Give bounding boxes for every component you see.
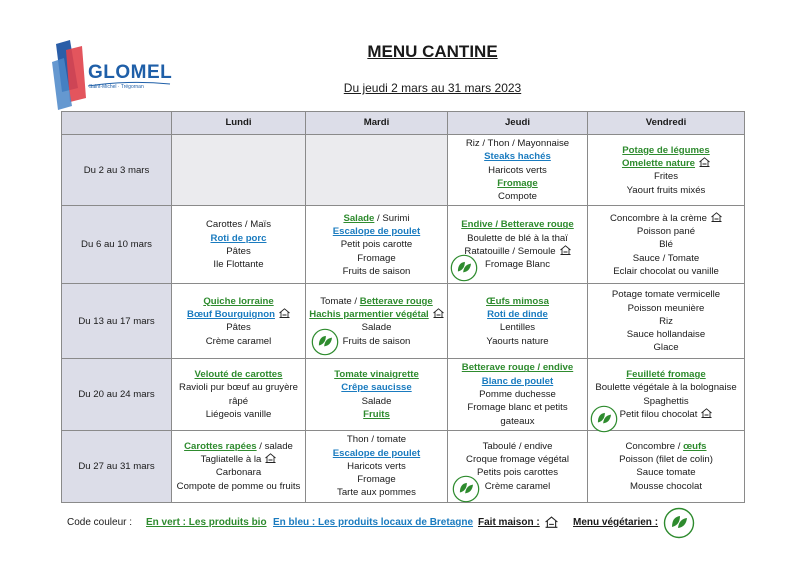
menu-item: Compote (498, 191, 537, 203)
menu-item: Carottes rapées / salade (184, 440, 293, 452)
menu-item: Petits pois carottes (476, 467, 559, 479)
legend-code-label: Code couleur : (67, 517, 133, 528)
menu-item: Petit pois carotte (340, 239, 413, 251)
menu-item: Ratatouille / Semoule (450, 245, 585, 258)
menu-item: Fromage (357, 252, 396, 264)
menu-item: Tagliatelle à la (174, 453, 303, 466)
menu-item: Carbonara (215, 467, 262, 479)
menu-cell-lundi (172, 359, 306, 430)
menu-item: Tomate vinaigrette (334, 369, 419, 381)
menu-item: Concombre à la crème (590, 212, 742, 225)
menu-item: Salade / Surimi (343, 212, 410, 224)
day-header: Lundi (172, 112, 306, 135)
menu-item: Escalope de poulet (332, 447, 421, 459)
menu-cell-jeudi (448, 284, 588, 359)
vegetarian-badge-icon (311, 328, 339, 356)
menu-cell-mardi (306, 284, 448, 359)
vegetarian-badge-icon (663, 507, 695, 542)
menu-item: Crème caramel (205, 335, 272, 347)
menu-item: Velouté de carottes (194, 369, 283, 381)
menu-item: Steaks hachés (484, 151, 551, 163)
menu-cell-vendredi (588, 135, 745, 206)
menu-item: Riz / Thon / Mayonnaise (465, 138, 570, 149)
menu-cell-vendredi (588, 206, 745, 284)
menu-item: Betterave rouge / endive (461, 362, 574, 374)
menu-item: Yaourts nature (486, 335, 549, 347)
menu-cell-lundi (172, 430, 306, 502)
homemade-icon (261, 454, 276, 465)
week-period: Du 20 au 24 mars (62, 359, 172, 430)
menu-item: Feuilleté fromage (626, 369, 706, 381)
legend (0, 517, 800, 539)
menu-item: Fromage blanc et petits (467, 402, 568, 414)
menu-item: Boulette végétale à la bolognaise (595, 382, 737, 394)
menu-cell-jeudi (448, 430, 588, 502)
menu-item: Mousse chocolat (630, 480, 702, 492)
menu-item: Compote de pomme ou fruits (176, 480, 301, 492)
homemade-icon (429, 309, 444, 320)
menu-item: Quiche lorraine (203, 295, 274, 307)
page-title: MENU CANTINE (367, 42, 498, 61)
corner-cell (62, 112, 172, 135)
homemade-icon (275, 309, 290, 320)
menu-item: Salade (361, 322, 392, 334)
menu-item: Lentilles (499, 322, 536, 334)
menu-item: Roti de porc (210, 232, 267, 244)
week-row (62, 359, 745, 430)
menu-item: Thon / tomate (346, 434, 407, 446)
menu-cell-lundi (172, 284, 306, 359)
week-period: Du 2 au 3 mars (62, 135, 172, 206)
menu-item: Poisson pané (636, 226, 696, 238)
menu-item: Frites (654, 171, 678, 183)
homemade-icon (697, 409, 712, 420)
vegetarian-badge-icon (590, 405, 618, 433)
menu-item: Fromage Blanc (484, 259, 551, 271)
week-row (62, 206, 745, 284)
legend-local: En bleu : Les produits locaux de Bretagne (273, 517, 474, 528)
menu-cell-mardi (306, 135, 448, 206)
week-period: Du 13 au 17 mars (62, 284, 172, 359)
menu-item: Tomate / Betterave rouge (320, 295, 433, 307)
menu-item: Carottes / Maïs (205, 219, 272, 231)
homemade-icon (556, 246, 571, 257)
menu-item: Haricots verts (488, 164, 547, 176)
menu-cell-jeudi (448, 135, 588, 206)
menu-item: Escalope de poulet (332, 226, 421, 238)
menu-item: Roti de dinde (487, 309, 548, 321)
menu-item: Fruits de saison (342, 265, 411, 277)
menu-item: Endive / Betterave rouge (461, 219, 574, 231)
menu-table (61, 111, 745, 503)
menu-item: Pomme duchesse (479, 389, 556, 401)
menu-cell-vendredi (588, 430, 745, 502)
menu-item: Blé (659, 239, 673, 251)
week-row (62, 284, 745, 359)
week-row (62, 135, 745, 206)
brand-subtitle: Saint-Michel · Trégornan (89, 84, 144, 90)
menu-item: Boulette de blé à la thaï (467, 232, 568, 244)
menu-item: Omelette nature (590, 157, 742, 170)
homemade-icon (695, 158, 710, 169)
menu-item: Pâtes (226, 245, 251, 257)
legend-homemade: Fait maison : (478, 517, 540, 528)
menu-item: gateaux (500, 415, 535, 427)
week-row (62, 430, 745, 502)
menu-cell-mardi (306, 206, 448, 284)
menu-item: Eclair chocolat ou vanille (613, 265, 719, 277)
menu-item: Concombre / œufs (625, 440, 707, 452)
menu-item: Potage tomate vermicelle (611, 289, 721, 301)
menu-item: Fromage (497, 177, 538, 189)
homemade-icon (541, 516, 558, 530)
vegetarian-badge-icon (452, 475, 480, 503)
menu-item: Salade (361, 395, 392, 407)
menu-item: Crème caramel (484, 480, 551, 492)
menu-item: Petit filou chocolat (590, 408, 742, 421)
menu-item: Glace (653, 342, 679, 354)
menu-item: Croque fromage végétal (466, 454, 569, 466)
page-subtitle: Du jeudi 2 mars au 31 mars 2023 (343, 81, 522, 95)
menu-item: Tarte aux pommes (337, 487, 416, 499)
menu-item: Haricots verts (347, 460, 406, 472)
menu-item: Blanc de poulet (481, 375, 554, 387)
menu-item: Fruits (363, 409, 390, 421)
legend-bio: En vert : Les produits bio (146, 517, 267, 528)
menu-item: Ile Flottante (213, 259, 264, 271)
menu-item: Bœuf Bourguignon (174, 308, 303, 321)
menu-item: Hachis parmentier végétal (308, 308, 445, 321)
menu-item: Sauce hollandaise (626, 329, 706, 341)
menu-item: râpé (228, 395, 249, 407)
legend-vegetarian: Menu végétarien : (573, 517, 659, 528)
menu-item: Crêpe saucisse (341, 382, 412, 394)
menu-item: Œufs mimosa (486, 295, 549, 307)
day-header: Mardi (306, 112, 448, 135)
menu-item: Poisson meunière (627, 302, 705, 314)
menu-cell-mardi (306, 359, 448, 430)
menu-cell-lundi (172, 206, 306, 284)
menu-item: Poisson (filet de colin) (619, 454, 713, 466)
menu-item: Fruits de saison (342, 335, 411, 347)
menu-item: Taboulé / endive (482, 440, 553, 452)
menu-item: Pâtes (226, 322, 251, 334)
day-header: Vendredi (588, 112, 745, 135)
vegetarian-badge-icon (450, 254, 478, 282)
menu-cell-jeudi (448, 359, 588, 430)
menu-cell-vendredi (588, 359, 745, 430)
week-period: Du 27 au 31 mars (62, 430, 172, 502)
menu-cell-lundi (172, 135, 306, 206)
menu-cell-mardi (306, 430, 448, 502)
homemade-icon (707, 213, 722, 224)
menu-item: Spaghettis (643, 395, 689, 407)
menu-cell-jeudi (448, 206, 588, 284)
menu-cell-vendredi (588, 284, 745, 359)
menu-item: Liégeois vanille (205, 409, 272, 421)
menu-item: Potage de légumes (622, 144, 710, 156)
menu-item: Sauce tomate (636, 467, 696, 479)
brand-name: GLOMEL (88, 62, 173, 83)
table-header-row (62, 112, 745, 135)
week-period: Du 6 au 10 mars (62, 206, 172, 284)
menu-item: Fromage (357, 474, 396, 486)
menu-item: Yaourt fruits mixés (626, 184, 706, 196)
day-header: Jeudi (448, 112, 588, 135)
menu-item: Ravioli pur bœuf au gruyère (179, 382, 298, 394)
menu-item: Sauce / Tomate (632, 252, 700, 264)
menu-item: Riz (659, 315, 673, 327)
